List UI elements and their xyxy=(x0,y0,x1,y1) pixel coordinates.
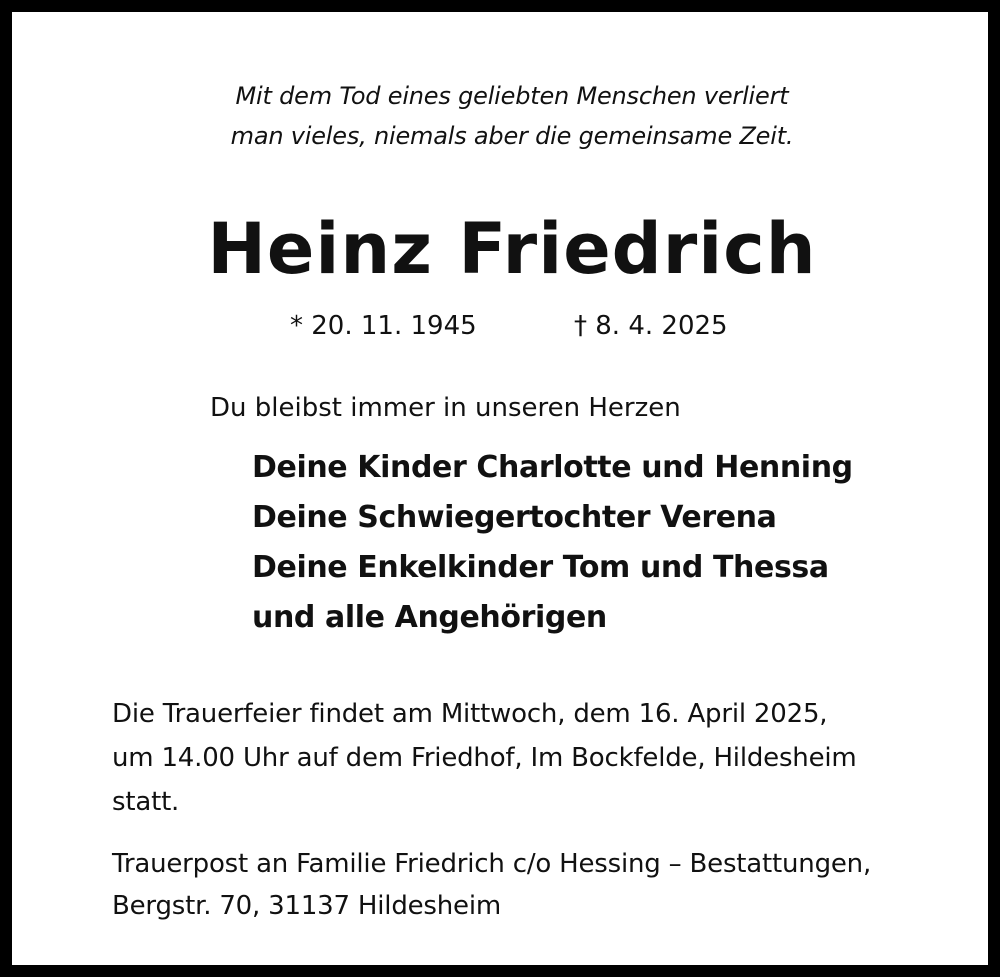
motto-line-2: man vieles, niemals aber die gemeinsame Zeit. xyxy=(230,122,794,150)
ceremony-line: um 14.00 Uhr auf dem Friedhof, Im Bockfelde, Hildesheim xyxy=(112,743,857,773)
mail-address-line: Trauerpost an Familie Friedrich c/o Hessing – Bestattungen, xyxy=(112,849,872,879)
death-date: † 8. 4. 2025 xyxy=(574,311,728,341)
mail-address-line: Bergstr. 70, 31137 Hildesheim xyxy=(112,891,501,921)
mourner-line: Deine Enkelkinder Tom und Thessa xyxy=(252,550,829,585)
motto-line-1: Mit dem Tod eines geliebten Menschen verliert xyxy=(235,82,789,110)
ceremony-line: Die Trauerfeier findet am Mittwoch, dem 16. April 2025, xyxy=(112,699,828,729)
farewell-text: Du bleibst immer in unseren Herzen xyxy=(210,393,681,423)
mourner-line: Deine Kinder Charlotte und Henning xyxy=(252,450,853,485)
birth-date: * 20. 11. 1945 xyxy=(290,311,477,341)
deceased-name: Heinz Friedrich xyxy=(207,208,817,290)
mourner-line: und alle Angehörigen xyxy=(252,600,607,635)
ceremony-line: statt. xyxy=(112,787,180,817)
mourner-line: Deine Schwiegertochter Verena xyxy=(252,500,777,535)
